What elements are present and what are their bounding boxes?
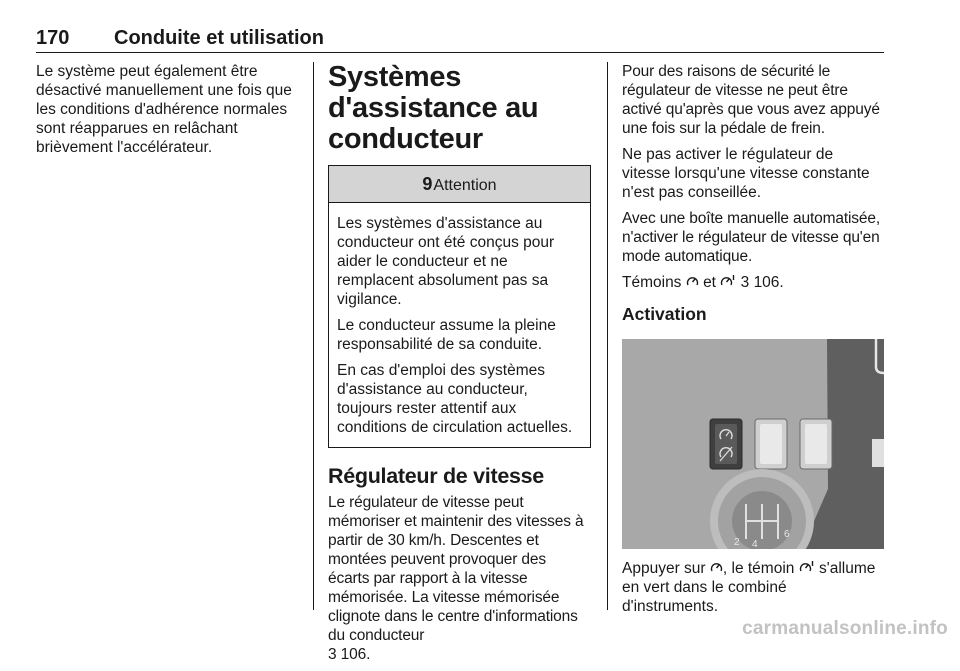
text: , le témoin — [722, 560, 795, 577]
text: s'allume en vert dans le combiné d'instruments. — [622, 560, 876, 615]
warning-triangle-icon: 9 — [422, 174, 433, 194]
page-reference[interactable]: 106. — [753, 274, 784, 291]
warning-box — [328, 165, 591, 448]
page-header — [36, 26, 884, 53]
paragraph: Pour des raisons de sécurité le régulateur de vitesse ne peut être activé qu'après que vous avez appuyé une fois sur la pédale de frein. — [622, 63, 880, 137]
cruise-control-switch-photo — [622, 339, 884, 549]
paragraph — [622, 559, 884, 616]
subsection-title: Activation — [622, 304, 707, 324]
subsection-title: Régulateur de vitesse — [328, 464, 544, 488]
paragraph-text: Le régulateur de vitesse peut mémoriser et maintenir des vitesses à partir de 30 km/h. Descentes et montées peuvent provoquer des écarts par rapport à la vitesse mémorisée. La vitesse mémorisée clignote dans le centre d'informations du conducteur — [328, 494, 584, 644]
text: Appuyer sur — [622, 560, 706, 577]
column-3 — [622, 62, 884, 623]
warning-paragraph: Le conducteur assume la pleine responsabilité de sa conduite. — [337, 317, 556, 353]
reference-arrow-icon: 3 — [740, 274, 750, 291]
paragraph: Avec une boîte manuelle automatisée, n'activer le régulateur de vitesse qu'en mode automatique. — [622, 210, 880, 265]
paragraph: Le système peut également être désactivé manuellement une fois que les conditions d'adhérence normales sont réapparues en relâchant brièvement l'accélérateur. — [36, 63, 292, 156]
section-title: Systèmes d'assistance au conducteur — [328, 61, 539, 155]
gear-label: 6 — [784, 529, 790, 540]
reference-arrow-icon: 3 — [328, 646, 337, 663]
warning-paragraph: En cas d'emploi des systèmes d'assistance au conducteur, toujours rester attentif aux conditions de circulation actuelles. — [337, 362, 573, 436]
gear-label: 2 — [734, 537, 740, 548]
gear-label: 4 — [752, 539, 758, 549]
paragraph — [328, 493, 591, 664]
paragraph — [622, 273, 884, 292]
column-1 — [36, 62, 298, 164]
cruise-control-icon — [710, 561, 723, 574]
paragraph: Ne pas activer le régulateur de vitesse lorsqu'une vitesse constante n'est pas conseillée. — [622, 146, 870, 201]
warning-label: Attention — [433, 177, 497, 194]
cruise-control-set-icon — [799, 560, 815, 574]
cruise-control-set-icon — [720, 274, 736, 288]
chapter-title: Conduite et utilisation — [114, 27, 324, 49]
cruise-control-icon — [686, 275, 699, 288]
column-divider-2 — [607, 62, 608, 610]
warning-header — [329, 166, 590, 203]
warning-paragraph: Les systèmes d'assistance au conducteur ont été conçus pour aider le conducteur et ne remplacent absolument pas sa vigilance. — [337, 215, 555, 308]
text: et — [703, 274, 716, 291]
column-divider-1 — [313, 62, 314, 610]
page-reference[interactable]: 106. — [340, 646, 371, 663]
column-2 — [328, 62, 591, 671]
warning-body — [329, 203, 590, 447]
page-number: 170 — [36, 27, 70, 49]
watermark: carmanualsonline.info — [742, 618, 948, 639]
text: Témoins — [622, 274, 682, 291]
